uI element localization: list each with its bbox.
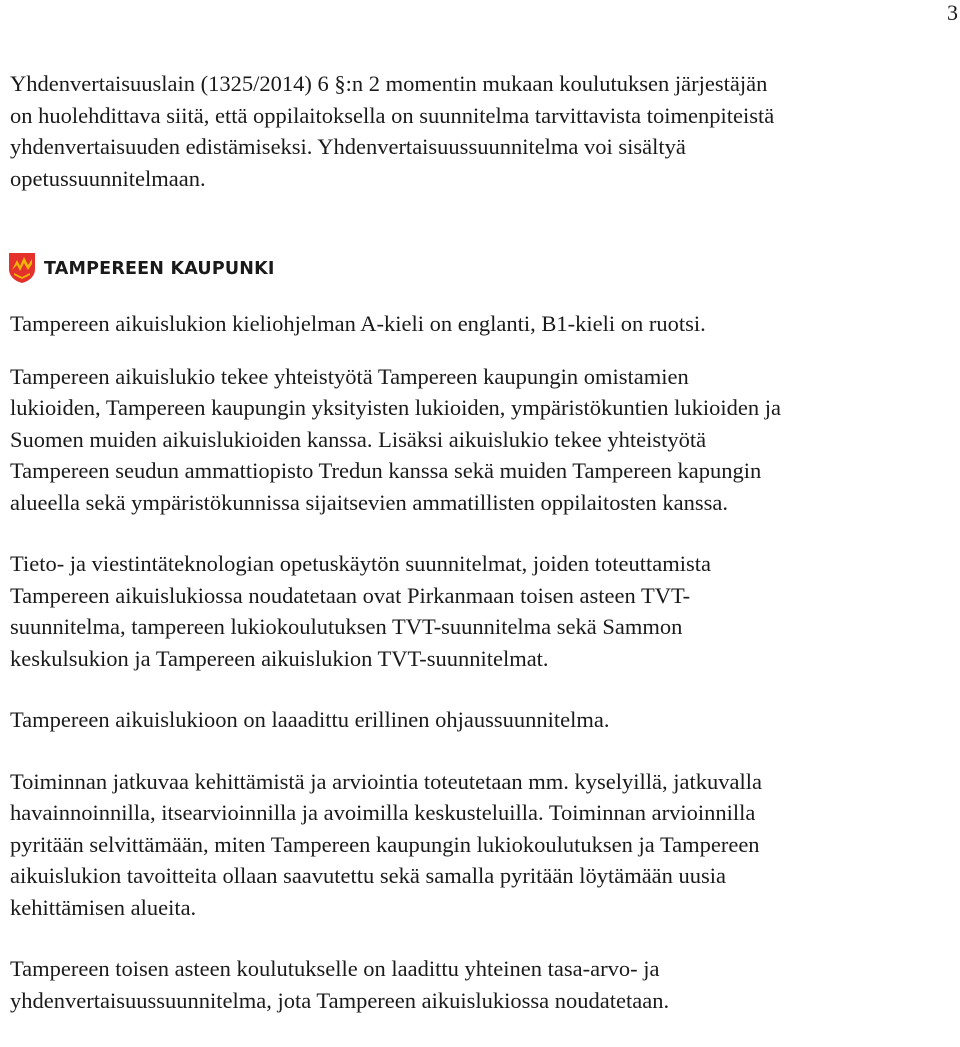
text-line: on huolehdittava siitä, että oppilaitoksella on suunnitelma tarvittavista toimenpiteistä xyxy=(10,102,775,128)
paragraph-cooperation xyxy=(10,361,956,519)
text-line: alueella sekä ympäristökunnissa sijaitsevien ammatillisten oppilaitosten kanssa. xyxy=(10,489,728,515)
text-line: Yhdenvertaisuuslain (1325/2014) 6 §:n 2 momentin mukaan koulutuksen järjestäjän xyxy=(10,71,768,96)
text-line: Tampereen aikuislukion kieliohjelman A-kieli on englanti, B1-kieli on ruotsi. xyxy=(10,311,706,336)
paragraph-language-program xyxy=(10,308,956,340)
text-line: Tieto- ja viestintäteknologian opetuskäytön suunnitelmat, joiden toteuttamista xyxy=(10,551,711,576)
paragraph-ict-plans xyxy=(10,548,956,674)
text-line: Tampereen aikuislukiossa noudatetaan ovat Pirkanmaan toisen asteen TVT- xyxy=(10,582,691,608)
paragraph-development xyxy=(10,766,956,924)
text-line: aikuislukion tavoitteita ollaan saavutettu sekä samalla pyritään löytämään uusia xyxy=(10,863,727,888)
tampere-coat-of-arms-icon xyxy=(8,252,36,284)
text-line: Tampereen aikuislukio tekee yhteistyötä Tampereen kaupungin omistamien xyxy=(10,363,689,389)
page-number: 3 xyxy=(947,0,958,25)
text-line: yhdenvertaisuussuunnitelma, jota Tampereen aikuislukiossa noudatetaan. xyxy=(10,987,670,1013)
text-line: Toiminnan jatkuvaa kehittämistä ja arviointia toteutetaan mm. kyselyillä, jatkuvalla xyxy=(10,768,762,794)
logo-text: TAMPEREEN KAUPUNKI xyxy=(44,259,275,279)
text-line: Tampereen aikuislukioon on laaadittu erillinen ohjaussuunnitelma. xyxy=(10,707,610,732)
text-line: lukioiden, Tampereen kaupungin yksityisten lukioiden, ympäristökuntien lukioiden ja xyxy=(10,395,782,420)
text-line: Tampereen toisen asteen koulutukselle on laadittu yhteinen tasa-arvo- ja xyxy=(10,956,660,981)
text-line: suunnitelma, tampereen lukiokoulutuksen TVT-suunnitelma sekä Sammon xyxy=(10,614,683,639)
text-line: havainnoinnilla, itsearvioinnilla ja avoimilla keskusteluilla. Toiminnan arvioinnilla xyxy=(10,800,756,825)
paragraph-equality-law xyxy=(10,68,956,194)
text-line: Tampereen seudun ammattiopisto Tredun kanssa sekä muiden Tampereen kapungin xyxy=(10,458,762,483)
text-line: yhdenvertaisuuden edistämiseksi. Yhdenvertaisuussuunnitelma voi sisältyä xyxy=(10,134,686,159)
text-line: keskulsukion ja Tampereen aikuislukion TVT-suunnitelmat. xyxy=(10,645,549,671)
paragraph-guidance-plan xyxy=(10,704,956,736)
text-line: pyritään selvittämään, miten Tampereen kaupungin lukiokoulutuksen ja Tampereen xyxy=(10,831,760,857)
text-line: Suomen muiden aikuislukioiden kanssa. Lisäksi aikuislukio tekee yhteistyötä xyxy=(10,426,707,452)
paragraph-equality-plan xyxy=(10,953,956,1016)
document-body xyxy=(10,68,956,1016)
tampereen-kaupunki-logo xyxy=(8,248,956,288)
text-line: opetussuunnitelmaan. xyxy=(10,165,206,191)
text-line: kehittämisen alueita. xyxy=(10,894,197,920)
